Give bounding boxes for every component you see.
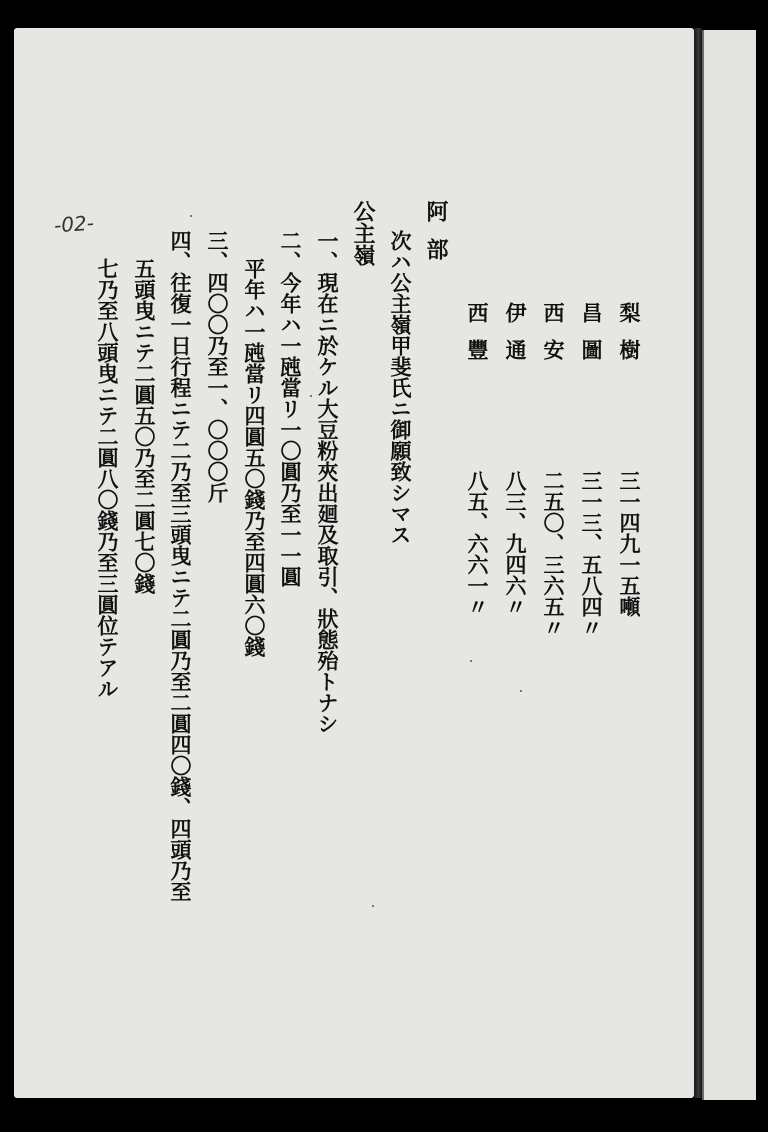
scan-speck <box>520 690 522 692</box>
item-2: 二、今年ハ一瓲當リ一〇圓乃至一一圓 <box>278 230 303 587</box>
scan-speck <box>310 395 312 397</box>
place-value-2: 三一三、五八四〃 <box>579 470 604 638</box>
item-3: 三、四〇〇乃至一、〇〇〇斤 <box>205 230 230 503</box>
scan-speck <box>190 215 192 217</box>
item-4-continued-b: 七乃至八頭曳ニテ二圓八〇錢乃至三圓位テアル <box>95 258 120 699</box>
speaker-label: 阿部 <box>423 200 449 276</box>
place-name-1: 梨樹 <box>617 302 642 376</box>
folio-mark: -02- <box>53 210 95 238</box>
adjacent-page-edge <box>704 30 756 1100</box>
place-name-2: 昌圖 <box>579 302 604 376</box>
item-4: 四、往復一日行程ニテ二乃至三頭曳ニテ二圓乃至二圓四〇錢、四頭乃至 <box>168 230 193 902</box>
page-gutter <box>694 28 702 1098</box>
place-value-5: 八五、六六一〃 <box>465 470 490 617</box>
place-name-4: 伊通 <box>503 302 528 376</box>
place-name-3: 西安 <box>541 302 566 376</box>
scan-speck <box>372 905 374 907</box>
place-name-5: 西豐 <box>465 302 490 376</box>
place-value-1: 三一四九一五噸 <box>617 470 642 617</box>
intro-line: 次ハ公主嶺甲斐氏ニ御願致シマス <box>388 230 413 545</box>
station-heading: 公主嶺 <box>350 200 376 266</box>
item-1: 一、現在ニ於ケル大豆粉夾出廻及取引、狀態殆トナシ <box>315 230 340 734</box>
item-2-continued: 平年ハ一瓲當リ四圓五〇錢乃至四圓六〇錢 <box>242 258 267 657</box>
scan-speck <box>470 660 472 662</box>
item-4-continued-a: 五頭曳ニテ二圓五〇乃至二圓七〇錢 <box>132 258 157 594</box>
place-value-4: 八三、九四六〃 <box>503 470 528 617</box>
place-value-3: 二五〇、三六五〃 <box>541 470 566 638</box>
